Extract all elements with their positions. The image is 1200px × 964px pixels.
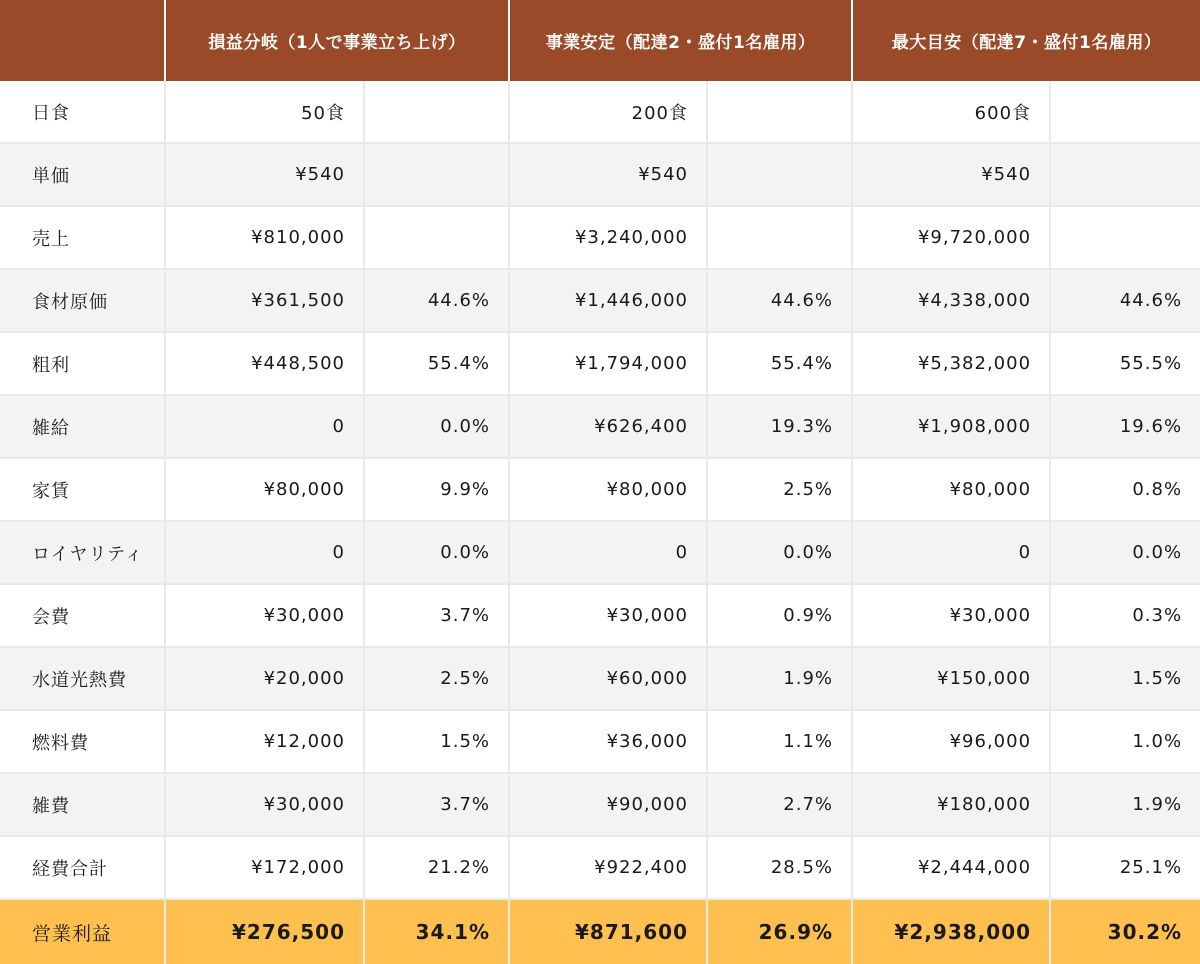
amount-cell: ¥150,000	[853, 648, 1051, 711]
amount-cell: ¥96,000	[853, 711, 1051, 774]
amount-cell: ¥448,500	[166, 333, 365, 396]
ratio-cell: 0.9%	[708, 585, 853, 648]
table-row	[0, 711, 1200, 774]
ratio-cell: 3.7%	[365, 774, 510, 837]
ratio-cell: 3.7%	[365, 585, 510, 648]
ratio-cell: 44.6%	[365, 270, 510, 333]
ratio-cell: 1.1%	[708, 711, 853, 774]
table-row	[0, 396, 1200, 459]
amount-cell: ¥30,000	[853, 585, 1051, 648]
amount-cell: ¥2,444,000	[853, 837, 1051, 900]
amount-cell: ¥1,794,000	[510, 333, 708, 396]
ratio-cell: 1.5%	[365, 711, 510, 774]
header-corner	[0, 0, 166, 81]
ratio-cell: 0.3%	[1051, 585, 1200, 648]
row-label: ロイヤリティ	[0, 522, 166, 585]
header-break-even: 損益分岐（1人で事業立ち上げ）	[166, 0, 510, 81]
ratio-cell	[365, 144, 510, 207]
ratio-cell: 26.9%	[708, 900, 853, 964]
amount-cell: ¥80,000	[166, 459, 365, 522]
total-row	[0, 900, 1200, 964]
ratio-cell: 0.0%	[365, 522, 510, 585]
table-row	[0, 585, 1200, 648]
row-label: 水道光熱費	[0, 648, 166, 711]
row-label: 雑給	[0, 396, 166, 459]
header-stable: 事業安定（配達2・盛付1名雇用）	[510, 0, 853, 81]
row-label: 食材原価	[0, 270, 166, 333]
amount-cell: ¥922,400	[510, 837, 708, 900]
ratio-cell	[1051, 207, 1200, 270]
ratio-cell: 25.1%	[1051, 837, 1200, 900]
amount-cell: ¥5,382,000	[853, 333, 1051, 396]
amount-cell: ¥30,000	[166, 774, 365, 837]
amount-cell: ¥30,000	[166, 585, 365, 648]
ratio-cell: 34.1%	[365, 900, 510, 964]
header-row	[0, 0, 1200, 81]
amount-cell: ¥4,338,000	[853, 270, 1051, 333]
ratio-cell: 19.6%	[1051, 396, 1200, 459]
amount-cell: ¥540	[510, 144, 708, 207]
ratio-cell: 21.2%	[365, 837, 510, 900]
row-label: 日食	[0, 81, 166, 144]
table-row	[0, 648, 1200, 711]
amount-cell: ¥1,908,000	[853, 396, 1051, 459]
ratio-cell: 2.5%	[708, 459, 853, 522]
amount-cell: 0	[510, 522, 708, 585]
table-body	[0, 81, 1200, 964]
amount-cell: ¥361,500	[166, 270, 365, 333]
ratio-cell: 28.5%	[708, 837, 853, 900]
ratio-cell: 0.0%	[708, 522, 853, 585]
ratio-cell: 55.4%	[365, 333, 510, 396]
table-row	[0, 459, 1200, 522]
amount-cell: 600食	[853, 81, 1051, 144]
ratio-cell: 44.6%	[708, 270, 853, 333]
table-row	[0, 837, 1200, 900]
ratio-cell: 1.9%	[1051, 774, 1200, 837]
ratio-cell	[365, 81, 510, 144]
ratio-cell: 19.3%	[708, 396, 853, 459]
amount-cell: ¥9,720,000	[853, 207, 1051, 270]
amount-cell: ¥626,400	[510, 396, 708, 459]
amount-cell: 50食	[166, 81, 365, 144]
ratio-cell	[365, 207, 510, 270]
row-label: 燃料費	[0, 711, 166, 774]
ratio-cell	[708, 81, 853, 144]
amount-cell: ¥540	[166, 144, 365, 207]
ratio-cell: 1.5%	[1051, 648, 1200, 711]
table-row	[0, 774, 1200, 837]
amount-cell: ¥871,600	[510, 900, 708, 964]
amount-cell: 0	[166, 396, 365, 459]
row-label: 経費合計	[0, 837, 166, 900]
table-row	[0, 81, 1200, 144]
amount-cell: ¥2,938,000	[853, 900, 1051, 964]
table-row	[0, 270, 1200, 333]
table-row	[0, 207, 1200, 270]
ratio-cell: 0.0%	[365, 396, 510, 459]
row-label: 家賃	[0, 459, 166, 522]
ratio-cell: 0.8%	[1051, 459, 1200, 522]
ratio-cell: 55.5%	[1051, 333, 1200, 396]
row-label: 粗利	[0, 333, 166, 396]
amount-cell: ¥20,000	[166, 648, 365, 711]
amount-cell: ¥1,446,000	[510, 270, 708, 333]
ratio-cell	[708, 207, 853, 270]
amount-cell: ¥540	[853, 144, 1051, 207]
ratio-cell: 30.2%	[1051, 900, 1200, 964]
amount-cell: ¥90,000	[510, 774, 708, 837]
amount-cell: ¥810,000	[166, 207, 365, 270]
row-label: 雑費	[0, 774, 166, 837]
ratio-cell: 44.6%	[1051, 270, 1200, 333]
header-maximum: 最大目安（配達7・盛付1名雇用）	[853, 0, 1200, 81]
table-row	[0, 144, 1200, 207]
ratio-cell	[708, 144, 853, 207]
amount-cell: ¥36,000	[510, 711, 708, 774]
row-label: 単価	[0, 144, 166, 207]
amount-cell: ¥276,500	[166, 900, 365, 964]
amount-cell: ¥80,000	[853, 459, 1051, 522]
ratio-cell: 1.9%	[708, 648, 853, 711]
amount-cell: 0	[853, 522, 1051, 585]
amount-cell: 0	[166, 522, 365, 585]
ratio-cell: 2.7%	[708, 774, 853, 837]
row-label: 会費	[0, 585, 166, 648]
table-row	[0, 333, 1200, 396]
ratio-cell: 1.0%	[1051, 711, 1200, 774]
amount-cell: ¥60,000	[510, 648, 708, 711]
amount-cell: ¥3,240,000	[510, 207, 708, 270]
amount-cell: ¥30,000	[510, 585, 708, 648]
ratio-cell	[1051, 81, 1200, 144]
ratio-cell: 55.4%	[708, 333, 853, 396]
ratio-cell: 0.0%	[1051, 522, 1200, 585]
ratio-cell: 2.5%	[365, 648, 510, 711]
row-label: 売上	[0, 207, 166, 270]
amount-cell: ¥172,000	[166, 837, 365, 900]
amount-cell: ¥180,000	[853, 774, 1051, 837]
amount-cell: ¥80,000	[510, 459, 708, 522]
row-label: 営業利益	[0, 900, 166, 964]
ratio-cell: 9.9%	[365, 459, 510, 522]
amount-cell: ¥12,000	[166, 711, 365, 774]
ratio-cell	[1051, 144, 1200, 207]
table-row	[0, 522, 1200, 585]
amount-cell: 200食	[510, 81, 708, 144]
